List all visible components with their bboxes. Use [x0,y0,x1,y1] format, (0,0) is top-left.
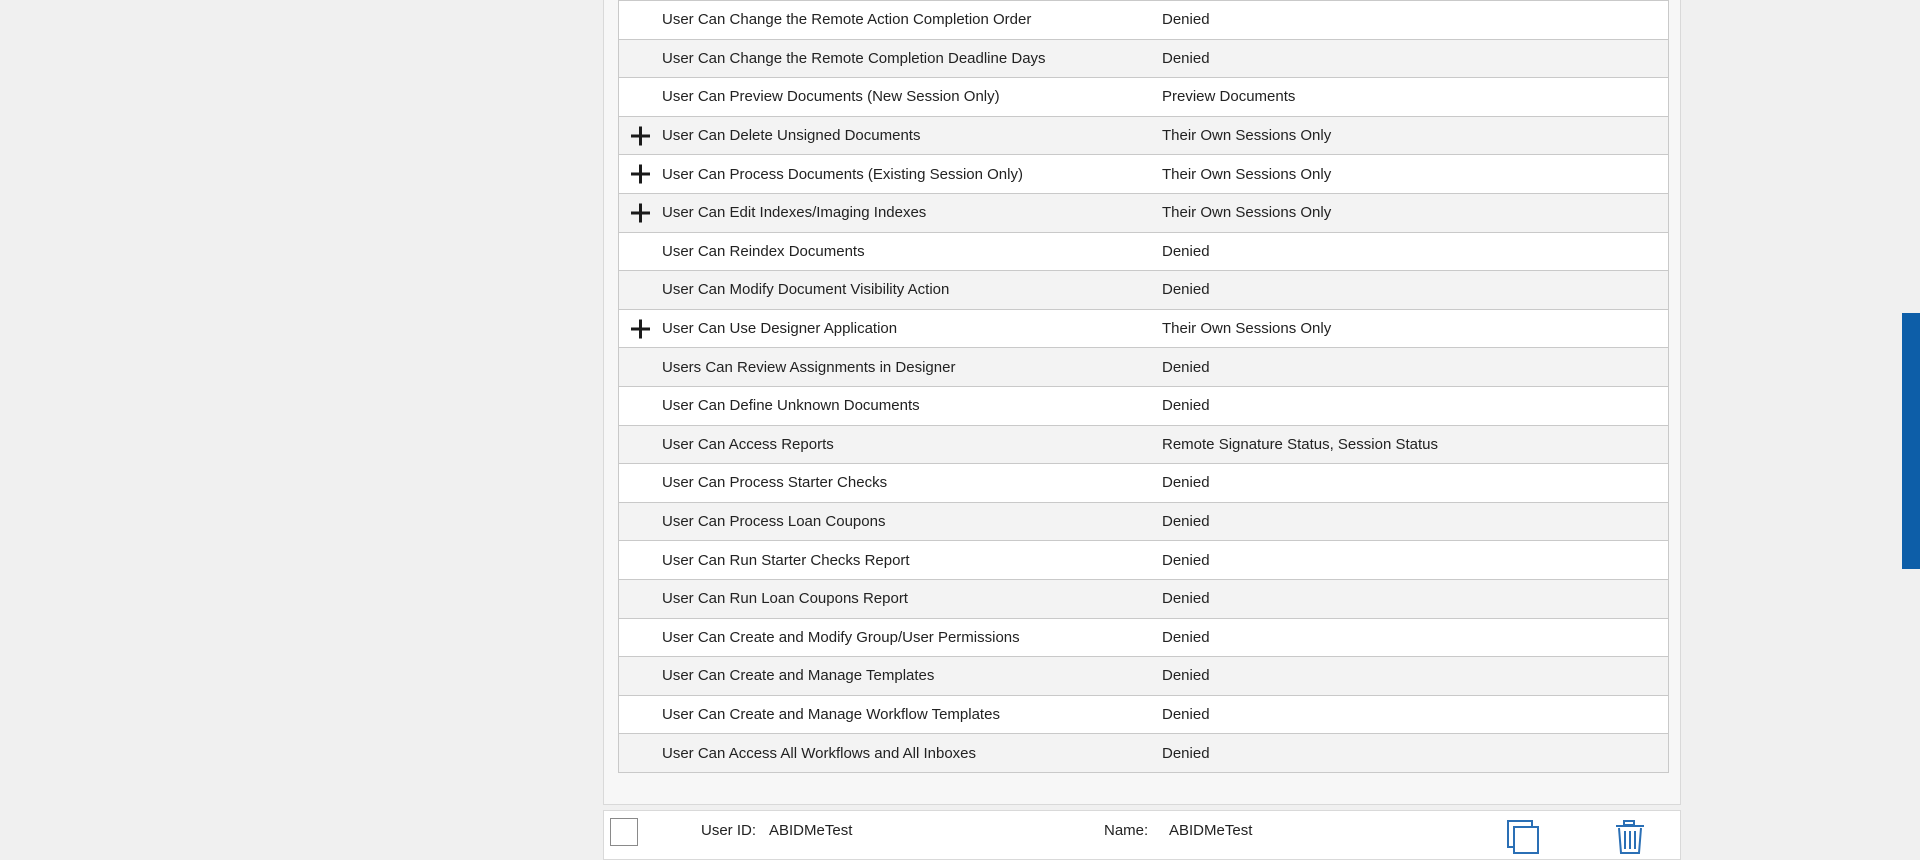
permission-name: User Can Modify Document Visibility Action [662,281,950,299]
user-select-checkbox[interactable] [610,818,638,846]
permission-row[interactable] [618,310,1669,349]
permission-row[interactable] [618,734,1669,773]
expand-plus-icon[interactable] [630,318,651,339]
permission-row[interactable] [618,696,1669,735]
permission-row[interactable] [618,464,1669,503]
permission-value: Their Own Sessions Only [1162,320,1332,338]
permission-value: Denied [1162,474,1210,492]
permission-value: Denied [1162,397,1210,415]
permission-name: User Can Define Unknown Documents [662,397,920,415]
permission-value: Denied [1162,49,1210,67]
permission-name: User Can Reindex Documents [662,242,865,260]
permission-name: Users Can Review Assignments in Designer [662,358,956,376]
permission-name: User Can Change the Remote Action Completion Order [662,11,1032,29]
permission-value: Preview Documents [1162,88,1296,106]
permission-name: User Can Run Starter Checks Report [662,551,910,569]
copy-icon[interactable] [1506,819,1542,855]
permission-value: Remote Signature Status, Session Status [1162,435,1438,453]
permission-row[interactable] [618,78,1669,117]
permissions-table [618,0,1669,773]
permission-value: Their Own Sessions Only [1162,204,1332,222]
permission-name: User Can Create and Modify Group/User Permissions [662,628,1020,646]
permission-name: User Can Process Starter Checks [662,474,888,492]
permission-name: User Can Run Loan Coupons Report [662,590,908,608]
permission-row[interactable] [618,194,1669,233]
permission-name: User Can Preview Documents (New Session Only) [662,88,1000,106]
permission-row[interactable] [618,40,1669,79]
expand-plus-icon[interactable] [630,164,651,185]
permission-row[interactable] [618,541,1669,580]
permission-value: Denied [1162,744,1210,762]
user-row [603,810,1681,860]
user-id-value: ABIDMeTest [769,822,853,839]
permission-name: User Can Process Loan Coupons [662,513,886,531]
permission-row[interactable] [618,580,1669,619]
permission-value: Denied [1162,281,1210,299]
permission-name: User Can Create and Manage Workflow Templates [662,705,1000,723]
permission-row[interactable] [618,619,1669,658]
permission-name: User Can Change the Remote Completion Deadline Days [662,49,1046,67]
user-id-label: User ID: [701,822,757,839]
permission-row[interactable] [618,426,1669,465]
scrollbar-thumb[interactable] [1902,313,1920,569]
permission-value: Denied [1162,513,1210,531]
name-value: ABIDMeTest [1169,822,1253,839]
name-label: Name: [1104,822,1149,839]
permission-row[interactable] [618,1,1669,40]
permission-name: User Can Access All Workflows and All Inboxes [662,744,977,762]
permission-value: Denied [1162,242,1210,260]
permission-name: User Can Delete Unsigned Documents [662,127,921,145]
permission-name: User Can Create and Manage Templates [662,667,935,685]
trash-icon[interactable] [1612,819,1648,855]
permission-value: Denied [1162,590,1210,608]
permission-name: User Can Edit Indexes/Imaging Indexes [662,204,927,222]
permission-row[interactable] [618,117,1669,156]
permission-value: Denied [1162,628,1210,646]
permission-value: Their Own Sessions Only [1162,165,1332,183]
permission-name: User Can Use Designer Application [662,320,898,338]
permission-value: Their Own Sessions Only [1162,127,1332,145]
permission-row[interactable] [618,503,1669,542]
permission-value: Denied [1162,551,1210,569]
permission-name: User Can Access Reports [662,435,834,453]
expand-plus-icon[interactable] [630,125,651,146]
permission-row[interactable] [618,657,1669,696]
permission-row[interactable] [618,387,1669,426]
permission-row[interactable] [618,233,1669,272]
permission-row[interactable] [618,271,1669,310]
permission-value: Denied [1162,358,1210,376]
permission-value: Denied [1162,667,1210,685]
permission-value: Denied [1162,705,1210,723]
expand-plus-icon[interactable] [630,202,651,223]
permission-name: User Can Process Documents (Existing Session Only) [662,165,1023,183]
permission-value: Denied [1162,11,1210,29]
permission-row[interactable] [618,155,1669,194]
permission-row[interactable] [618,348,1669,387]
